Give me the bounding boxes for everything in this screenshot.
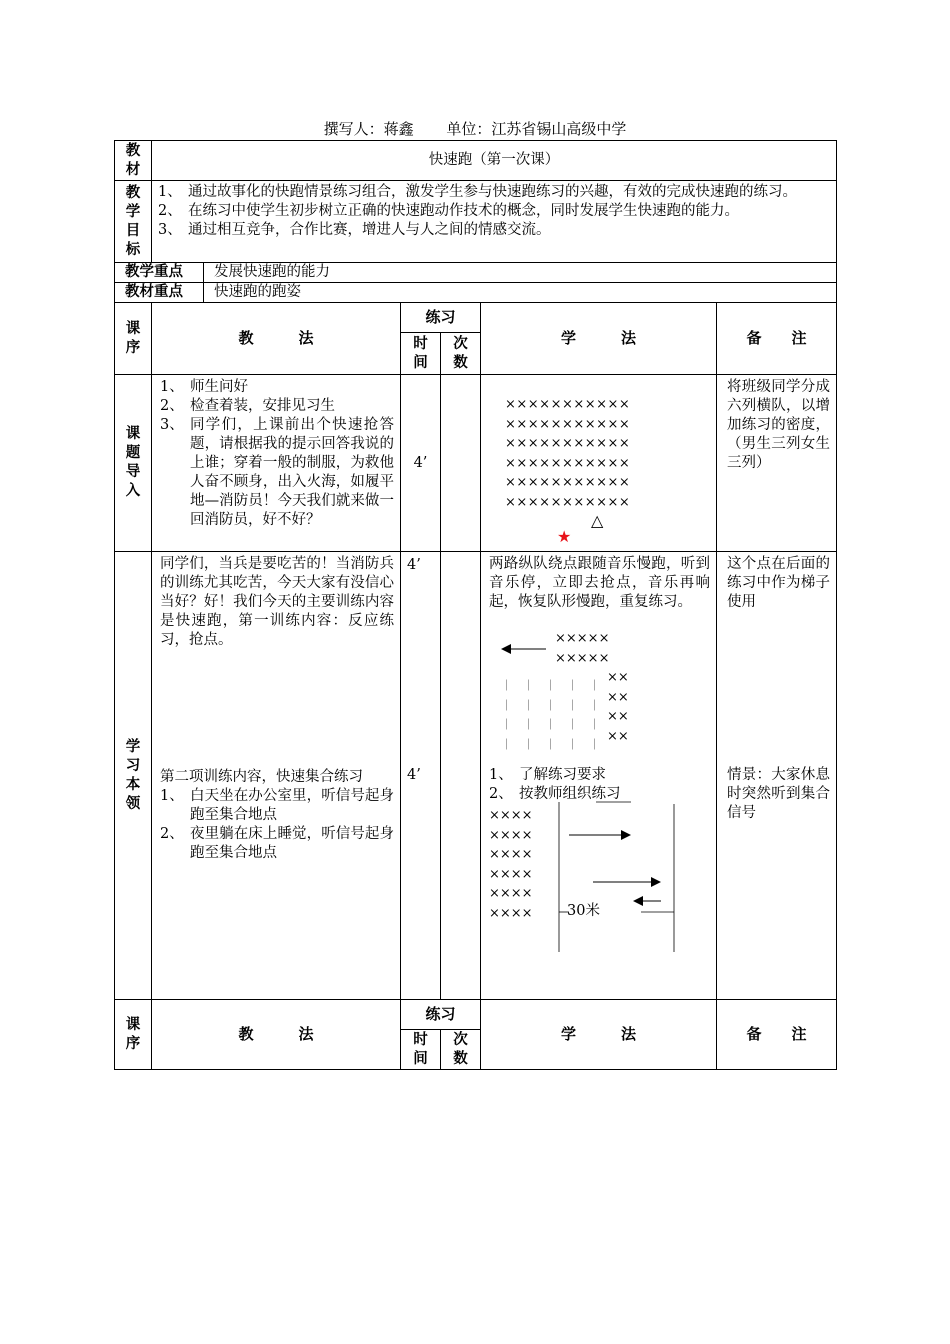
group-right: ×× ×× ×× ×× bbox=[607, 670, 629, 744]
column-header-row bbox=[115, 303, 837, 333]
section-learning-label: 学习本领 bbox=[115, 552, 152, 1000]
order-header: 课序 bbox=[115, 1000, 152, 1070]
author: 撰写人：蒋鑫 bbox=[323, 120, 414, 138]
learning-note2: 情景：大家休息时突然听到集合信号 bbox=[727, 767, 831, 821]
learn-step: 2、 按教师组织练习 bbox=[489, 786, 621, 802]
time-header: 时间 bbox=[401, 333, 441, 375]
group-top: ××××× ××××× bbox=[555, 631, 610, 666]
formation-row: ××××××××××× bbox=[505, 455, 631, 471]
document-header bbox=[0, 118, 950, 139]
star-icon: ★ bbox=[557, 527, 572, 546]
formation-row: ××××××××××× bbox=[505, 475, 631, 490]
practice-header: 练习 bbox=[401, 303, 481, 333]
material-key-label: 教材重点 bbox=[115, 283, 204, 303]
textbook-value: 快速跑（第一次课） bbox=[152, 141, 837, 181]
formation-rows bbox=[505, 395, 630, 512]
key-value: 发展快速跑的能力 bbox=[204, 263, 837, 283]
key-row bbox=[115, 263, 837, 283]
method-header: 教 法 bbox=[152, 303, 401, 375]
formation-row: ××××××××××× bbox=[505, 397, 631, 412]
goals-list bbox=[158, 183, 832, 240]
section-intro bbox=[115, 375, 837, 552]
column-header-row-repeat bbox=[115, 1000, 837, 1030]
learning-method-part2 bbox=[160, 768, 394, 863]
arrow-left-head bbox=[633, 896, 643, 906]
learning-count bbox=[441, 552, 481, 1000]
goal-item: 2、 在练习中使学生初步树立正确的快速跑动作技术的概念，同时发展学生快速跑的能力。 bbox=[158, 203, 739, 219]
textbook-row bbox=[115, 141, 837, 181]
goals-row bbox=[115, 181, 837, 263]
intro-note: 将班级同学分成六列横队，以增加练习的密度，（男生三列女生三列） bbox=[717, 375, 837, 552]
count-header: 次数 bbox=[441, 1030, 481, 1070]
learn-step: 1、 了解练习要求 bbox=[489, 767, 606, 783]
learn-header: 学 法 bbox=[481, 303, 717, 375]
count-header: 次数 bbox=[441, 333, 481, 375]
ladder-bars: ｜ ｜ ｜ ｜ ｜ ｜ ｜ ｜ ｜ ｜ ｜ ｜ ｜ ｜ ｜ ｜ ｜ ｜ ｜ ｜ bbox=[501, 679, 600, 751]
intro-formation-diagram bbox=[481, 375, 717, 552]
learning-time1: 4’ bbox=[407, 557, 421, 573]
formation-row: ××××××××××× bbox=[505, 436, 631, 451]
section-intro-label: 课题导入 bbox=[115, 375, 152, 552]
textbook-label: 教材 bbox=[115, 141, 152, 181]
learning-note1: 这个点在后面的练习中作为梯子使用 bbox=[727, 556, 831, 610]
note-header: 备 注 bbox=[717, 303, 837, 375]
key-label: 教学重点 bbox=[115, 263, 204, 283]
unit: 单位：江苏省锡山高级中学 bbox=[446, 120, 627, 138]
learn-header: 学 法 bbox=[481, 1000, 717, 1070]
intro-time: 4’ bbox=[401, 375, 441, 552]
goal-item: 1、 通过故事化的快跑情景练习组合，激发学生参与快速跑练习的兴趣，有效的完成快速跑的练习。 bbox=[158, 184, 797, 200]
time-header: 时间 bbox=[401, 1030, 441, 1070]
goal-item: 3、 通过相互竞争，合作比赛，增进人与人之间的情感交流。 bbox=[158, 222, 551, 238]
lesson-plan-table bbox=[114, 140, 837, 1070]
assembly-group: ×××× ×××× ×××× ×××× ×××× ×××× bbox=[489, 808, 533, 921]
intro-step: 1、 师生问好 bbox=[160, 379, 248, 395]
learn-part2-steps bbox=[489, 766, 709, 804]
formation-row: ××××××××××× bbox=[505, 494, 631, 510]
distance-label: 30米 bbox=[567, 903, 600, 919]
note-header: 备 注 bbox=[717, 1000, 837, 1070]
learning-method-part1: 同学们，当兵是要吃苦的！当消防兵的训练尤其吃苦，今天大家有没信心当好？好！我们今天的主要训练内容是快速跑，第一训练内容：反应练习，抢点。 bbox=[160, 556, 394, 648]
arrow-left-head bbox=[501, 644, 511, 654]
goals-label: 教学目标 bbox=[115, 181, 152, 263]
section-learning bbox=[115, 552, 837, 1000]
material-key-row bbox=[115, 283, 837, 303]
part2-title: 第二项训练内容，快速集合练习 bbox=[160, 769, 363, 785]
arrow-right-head bbox=[651, 877, 661, 887]
practice-header: 练习 bbox=[401, 1000, 481, 1030]
part2-item: 2、 夜里躺在床上睡觉，听信号起身跑至集合地点 bbox=[160, 826, 394, 861]
learning-learn-part1: 两路纵队绕点跟随音乐慢跑，听到音乐停，立即去抢点，音乐再响起，恢复队形慢跑，重复练习。 bbox=[489, 556, 710, 610]
part2-item: 1、 白天坐在办公室里，听信号起身跑至集合地点 bbox=[160, 788, 394, 823]
arrow-right-head bbox=[621, 830, 631, 840]
order-header: 课序 bbox=[115, 303, 152, 375]
intro-step: 3、 同学们，上课前出个快速抢答题，请根据我的提示回答我说的上谁；穿着一般的制服，为救他人奋不顾身，出入火海，如履平地—消防员！今天我们就来做一回消防员，好不好？ bbox=[160, 417, 394, 528]
intro-steps bbox=[160, 378, 394, 530]
teacher-triangle-icon: △ bbox=[591, 511, 604, 530]
intro-count bbox=[441, 375, 481, 552]
formation-row: ××××××××××× bbox=[505, 416, 631, 432]
method-header: 教 法 bbox=[152, 1000, 401, 1070]
learning-time2: 4’ bbox=[407, 767, 421, 783]
material-key-value: 快速跑的跑姿 bbox=[204, 283, 837, 303]
intro-step: 2、 检查着装，安排见习生 bbox=[160, 398, 335, 414]
